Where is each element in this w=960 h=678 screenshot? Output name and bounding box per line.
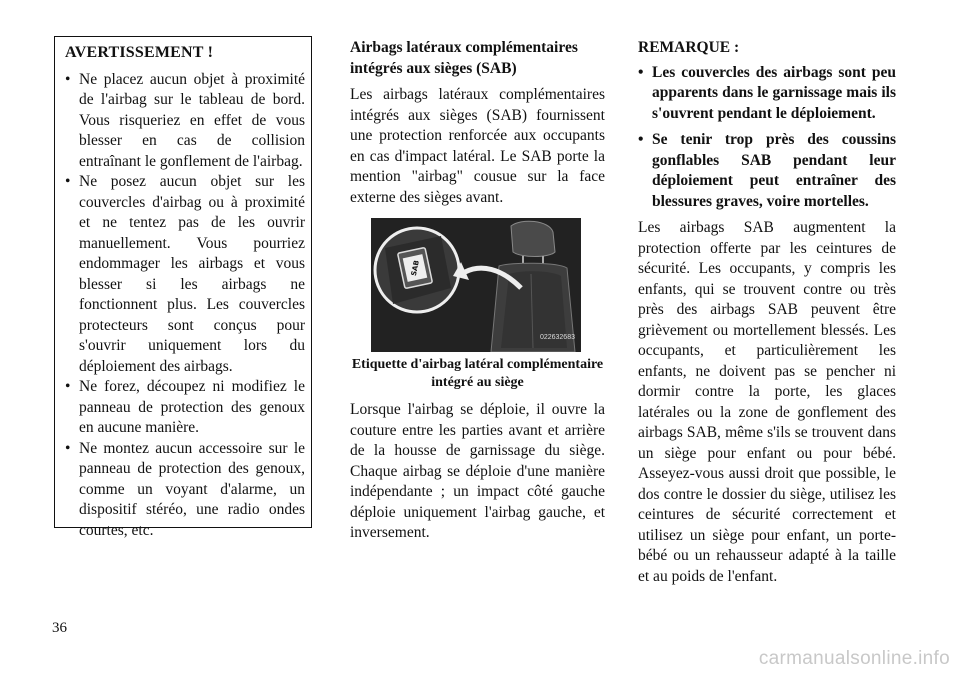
svg-text:SAB: SAB <box>409 259 421 277</box>
seat-airbag-figure <box>371 218 581 352</box>
paragraph: Les airbags latéraux complémentaires intégrés aux sièges (SAB) fournissent une protection renforcée aux occupants en cas d'impact latéral. Le SAB porte la mention "airbag" cousue sur la face externe des sièges avant. <box>350 86 605 206</box>
right-column <box>638 38 896 587</box>
page-number: 36 <box>52 620 67 636</box>
figure-code: 022632683 <box>539 333 575 341</box>
paragraph: Les airbags SAB augmentent la protection offerte par les ceintures de sécurité. Les occupants, y compris les enfants, qui se trouvent contre ou très près des airbags SAB peuvent être grièvement ou mortellement blessés. Les occupants, et particulièrement les enfants, ne doivent pas se pencher ni dormir contre la porte, les glaces latérales ou la zone de gonflement des airbags SAB, même s'ils se trouvent dans un siège pour enfant ou pour bébé. Asseyez-vous aussi droit que possible, le dos contre le dossier du siège, utilisez les ceintures de sécurité correctement et utilisez un siège pour enfant, un porte-bébé ou un rehausseur adapté à la taille et au poids de l'enfant. <box>638 219 896 585</box>
note-item: • Se tenir trop près des coussins gonflables SAB pendant leur déploiement peut entraîner des blessures graves, voire mortelles. <box>638 130 896 212</box>
warning-title: AVERTISSEMENT ! <box>65 44 214 61</box>
paragraph: Lorsque l'airbag se déploie, il ouvre la couture entre les parties avant et arrière de la housse de garnissage du siège. Chaque airbag se déploie d'une manière indépendante ; un impact côté gauche déploie uniquement l'airbag gauche, et inversement. <box>350 401 605 541</box>
warning-box <box>54 36 312 539</box>
warning-list <box>65 70 305 542</box>
warning-item: • Ne forez, découpez ni modifiez le panneau de protection des genoux en aucune manière. <box>65 377 305 439</box>
warning-item: • Ne placez aucun objet à proximité de l'airbag sur le tableau de bord. Vous risqueriez en effet de vous blesser en cas de collision entraînant le gonflement de l'airbag. <box>65 70 305 173</box>
figure-caption: Etiquette d'airbag latéral complémentaire intégré au siège <box>351 357 604 390</box>
warning-item: • Ne posez aucun objet sur les couvercles d'airbag ou à proximité et ne tentez pas de les ouvrir manuellement. Vous pourriez endommager les airbags et vous blesser si les airbags ne fonctionnent plus. Les couvercles protecteurs sont conçus pour s'ouvrir uniquement lors du déploiement des airbags. <box>65 172 305 377</box>
watermark: carmanualsonline.info <box>758 648 950 669</box>
note-list <box>638 63 896 213</box>
note-title: REMARQUE : <box>638 39 740 56</box>
note-item: • Les couvercles des airbags sont peu apparents dans le garnissage mais ils s'ouvrent pendant le déploiement. <box>638 63 896 125</box>
warning-item: • Ne montez aucun accessoire sur le panneau de protection des genoux, comme un voyant d'alarme, un dispositif stéréo, une radio ondes courtes, etc. <box>65 439 305 542</box>
section-heading: Airbags latéraux complémentaires intégrés aux sièges (SAB) <box>350 39 578 77</box>
middle-column <box>350 38 605 544</box>
